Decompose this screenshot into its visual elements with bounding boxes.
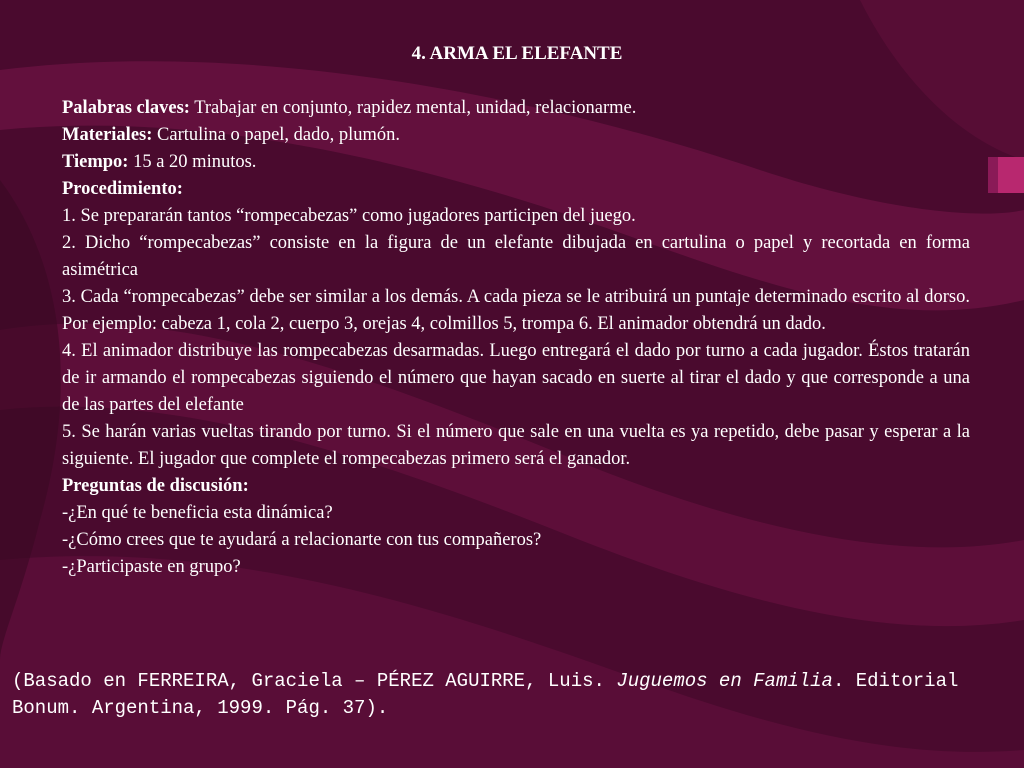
materials-line bbox=[62, 122, 970, 149]
keywords-line bbox=[62, 95, 970, 122]
procedure-step: 1. Se prepararán tantos “rompecabezas” como jugadores participen del juego. bbox=[62, 206, 636, 226]
time-label: Tiempo: bbox=[62, 152, 129, 172]
time-value: 15 a 20 minutos. bbox=[128, 152, 257, 172]
procedure-step: 5. Se harán varias vueltas tirando por turno. Si el número que sale en una vuelta es ya repetido, debe pasar y esperar a la siguiente. El jugador que complete el rompecabezas primero será el ganador. bbox=[62, 422, 970, 469]
procedure-label: Procedimiento: bbox=[62, 179, 183, 199]
procedure-step: 3. Cada “rompecabezas” debe ser similar a los demás. A cada pieza se le atribuirá un puntaje determinado escrito al dorso. Por ejemplo: cabeza 1, cola 2, cuerpo 3, orejas 4, colmillos 5, trompa 6. El animador obtendrá un dado. bbox=[62, 287, 970, 334]
slide-title: 4. ARMA EL ELEFANTE bbox=[411, 43, 623, 64]
discussion-question: -¿Cómo crees que te ayudará a relacionarte con tus compañeros? bbox=[62, 530, 542, 550]
procedure-step: 4. El animador distribuye las rompecabezas desarmadas. Luego entregará el dado por turno a cada jugador. Éstos tratarán de ir armando el rompecabezas siguiendo el número que hayan sacado en suerte al tirar el dado y que corresponde a una de las partes del elefante bbox=[62, 341, 970, 415]
procedure-step: 2. Dicho “rompecabezas” consiste en la figura de un elefante dibujada en cartulina o papel y recortada en forma asimétrica bbox=[62, 233, 970, 280]
discussion-question: -¿En qué te beneficia esta dinámica? bbox=[62, 503, 333, 523]
discussion-question: -¿Participaste en grupo? bbox=[62, 557, 241, 577]
discussion-heading bbox=[62, 473, 970, 500]
citation-book-title: Juguemos en Familia bbox=[616, 670, 833, 692]
citation-prefix: (Basado en FERREIRA, Graciela – PÉREZ AGUIRRE, Luis. bbox=[12, 670, 617, 692]
procedure-heading bbox=[62, 176, 970, 203]
materials-label: Materiales: bbox=[62, 125, 153, 145]
citation-suffix: . Editorial Bonum. Argentina, 1999. Pág. 37). bbox=[12, 670, 959, 719]
slide-content bbox=[62, 95, 970, 581]
keywords-label: Palabras claves: bbox=[62, 98, 190, 118]
citation bbox=[12, 668, 1002, 722]
materials-value: Cartulina o papel, dado, plumón. bbox=[152, 125, 401, 145]
time-line bbox=[62, 149, 970, 176]
discussion-label: Preguntas de discusión: bbox=[62, 476, 249, 496]
keywords-value: Trabajar en conjunto, rapidez mental, unidad, relacionarme. bbox=[189, 98, 637, 118]
